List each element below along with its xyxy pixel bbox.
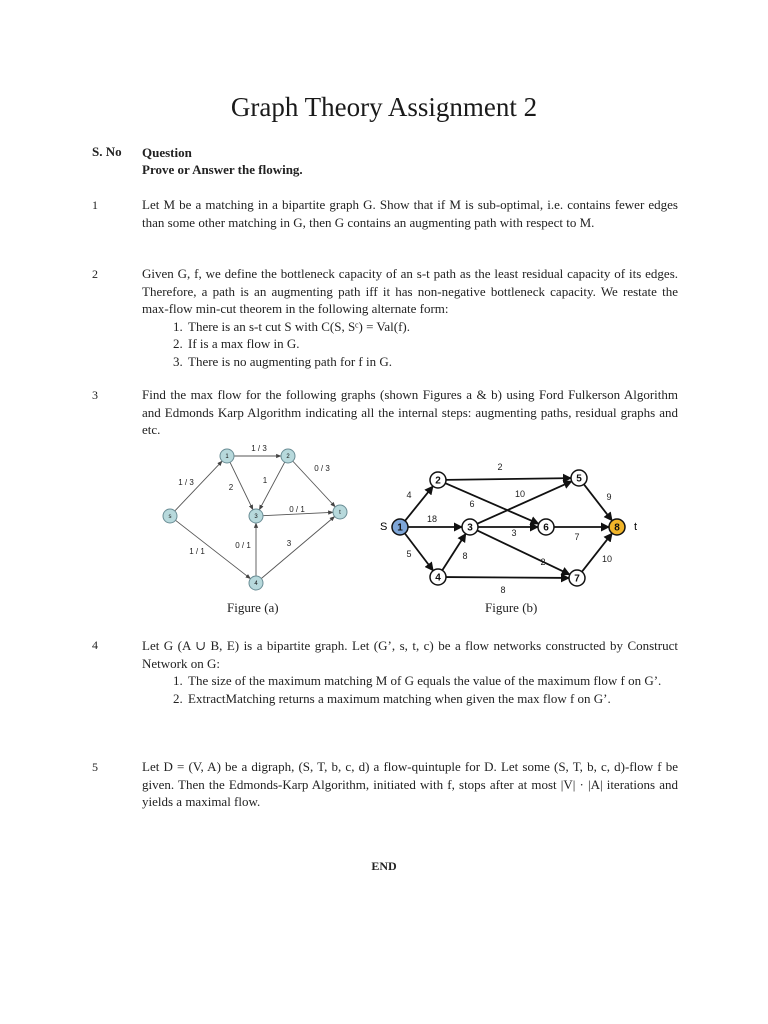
edge-4-t <box>261 517 334 579</box>
question-5-text: Let D = (V, A) be a digraph, (S, T, b, c, d) a flow-quintuple for D. Let some (S, T, b, c, d)-flow f be given. Then the Edmonds-Karp Algorithm, initiated with f, stops after at most |V| · |A| iterations and yields a maximal flow. <box>142 759 678 809</box>
end-marker: END <box>371 859 397 873</box>
question-number-2: 2 <box>92 267 98 281</box>
node-label-7: 7 <box>574 573 580 585</box>
edge-label-2-t: 0 / 3 <box>314 464 330 473</box>
edge-5-8 <box>584 484 612 520</box>
question-2 <box>142 265 678 370</box>
list-item: 2. ExtractMatching returns a maximum matching when given the max flow f on G’. <box>186 690 678 708</box>
edge-3-7 <box>477 530 570 574</box>
edge-label-1-2: 1 / 3 <box>251 444 267 453</box>
edge-2-5 <box>446 478 571 480</box>
edge-label-5-8: 9 <box>606 492 612 502</box>
node-label-5: 5 <box>576 473 582 485</box>
figure-a-graph <box>148 440 378 595</box>
edge-label-6-8: 7 <box>574 532 580 542</box>
question-number-1: 1 <box>92 198 98 212</box>
node-label-3: 3 <box>467 522 473 534</box>
node-label-t: t <box>339 510 341 517</box>
question-3 <box>142 386 678 439</box>
question-2-text: Given G, f, we define the bottleneck capacity of an s-t path as the least residual capacity of its edges. Therefore, a path is an augmenting path iff it has non-negative bottleneck capacity. We restate the max-flow min-cut theorem in the following alternate form: <box>142 266 678 316</box>
column-header-sno: S. No <box>92 144 122 159</box>
edge-label-4-3: 8 <box>462 551 468 561</box>
question-4-list <box>142 672 678 707</box>
edge-label-1-2: 4 <box>406 490 412 500</box>
edge-7-8 <box>582 533 612 571</box>
edge-label-3-5: 10 <box>514 489 526 499</box>
node-label-1: 1 <box>225 454 229 461</box>
node-label-3: 3 <box>254 514 258 521</box>
node-label-s: s <box>168 514 172 521</box>
edge-label-4-t: 3 <box>286 539 292 548</box>
edge-1-3 <box>230 462 253 509</box>
edge-label-2-5: 2 <box>497 462 503 472</box>
node-label-1: 1 <box>397 522 403 534</box>
question-2-list <box>142 318 678 371</box>
edge-label-2-3: 1 <box>262 476 268 485</box>
edge-label-3-6: 3 <box>511 528 517 538</box>
edge-label-1-3: 2 <box>228 483 234 492</box>
node-label-6: 6 <box>543 522 549 534</box>
question-1 <box>142 196 678 231</box>
question-4 <box>142 637 678 707</box>
node-label-2: 2 <box>435 475 441 487</box>
figure-b-caption: Figure (b) <box>485 600 538 615</box>
edge-label-4-3: 0 / 1 <box>235 541 251 550</box>
node-label-4: 4 <box>254 581 258 588</box>
question-5 <box>142 758 678 811</box>
edge-label-7-8: 10 <box>601 554 613 564</box>
edge-label-3-7: 2 <box>540 557 546 567</box>
edge-label-3-t: 0 / 1 <box>289 505 305 514</box>
list-item: 1. There is an s-t cut S with C(S, Sᶜ) = Val(f). <box>186 318 678 336</box>
edge-label-s-4: 1 / 1 <box>189 547 205 556</box>
edge-label-1-4: 5 <box>406 549 412 559</box>
node-label-4: 4 <box>435 572 441 584</box>
instruction-text: Prove or Answer the flowing. <box>142 162 303 177</box>
question-3-text: Find the max flow for the following graphs (shown Figures a & b) using Ford Fulkerson Algorithm and Edmonds Karp Algorithm indicating all the internal steps: augmenting paths, residual graphs and etc. <box>142 387 678 437</box>
edge-4-7 <box>446 577 569 578</box>
edge-label-s-1: 1 / 3 <box>178 478 194 487</box>
column-header-question <box>142 144 303 178</box>
question-number-3: 3 <box>92 388 98 402</box>
figure-a-caption: Figure (a) <box>227 600 279 615</box>
question-1-text: Let M be a matching in a bipartite graph G. Show that if M is sub-optimal, i.e. contains fewer edges than some other matching in G, then G contains an augmenting path with respect to M. <box>142 197 678 230</box>
question-number-4: 4 <box>92 638 98 652</box>
question-number-5: 5 <box>92 760 98 774</box>
page-title: Graph Theory Assignment 2 <box>230 92 538 122</box>
sink-label: t <box>634 521 638 533</box>
edge-label-2-6: 6 <box>469 499 475 509</box>
figure-b-graph <box>376 455 646 600</box>
list-item: 2. If is a max flow in G. <box>186 335 678 353</box>
question-header: Question <box>142 145 192 160</box>
edge-2-3 <box>259 462 284 510</box>
node-label-8: 8 <box>614 522 620 534</box>
list-item: 1. The size of the maximum matching M of G equals the value of the maximum flow f on G’. <box>186 672 678 690</box>
question-4-text: Let G (A ∪ B, E) is a bipartite graph. Let (G’, s, t, c) be a flow networks constructed by Construct Network on G: <box>142 638 678 671</box>
node-label-2: 2 <box>286 454 290 461</box>
source-label: S <box>380 521 388 533</box>
list-item: 3. There is no augmenting path for f in G. <box>186 353 678 371</box>
edge-label-1-3: 18 <box>426 514 438 524</box>
edge-label-4-7: 8 <box>500 585 506 595</box>
